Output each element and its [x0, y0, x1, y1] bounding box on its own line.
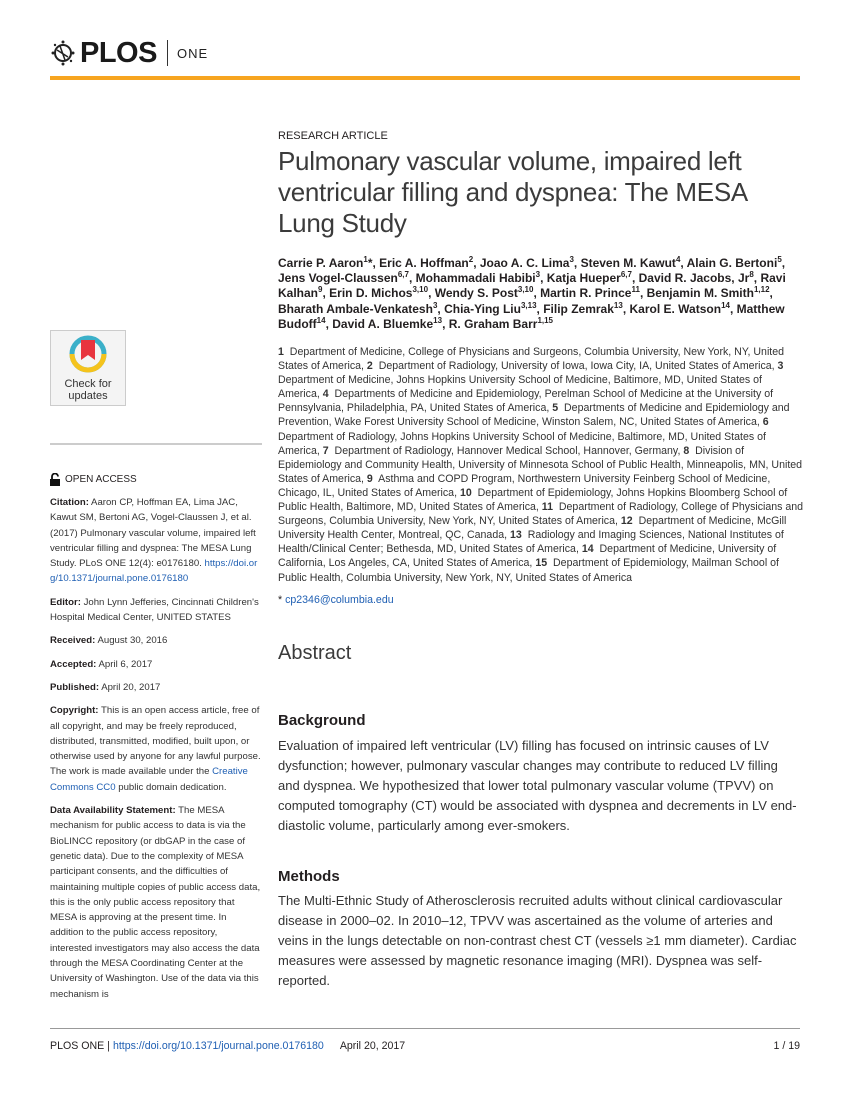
affiliation-text: Division of Epidemiology and Community Health, University of Minnesota School of Public Health, Minneapolis, MN, United States of America,: [278, 444, 803, 485]
affiliation-text: Departments of Medicine and Epidemiology, Perelman School of Medicine at the University of Pennsylvania, Philadelphia, PA, United States of America,: [278, 388, 774, 415]
affiliation-text: Department of Medicine, University of California, Los Angeles, CA, United States of America,: [278, 543, 777, 570]
logo-divider: [167, 40, 168, 66]
background-text: Evaluation of impaired left ventricular (LV) filling has focused on intrinsic causes of LV dysfunction; however, pulmonary vascular changes may contribute to reduced LV filling and dyspnea. We hypothesized that lower total pulmonary vascular volume (TPVV) on computed tomography (CT) would be associated with dyspnea and decrements in LV end-diastolic volume, particularly among ever-smokers.: [278, 738, 797, 833]
author-name: Steven M. Kawut: [580, 256, 676, 270]
author-name: Matthew Budoff: [278, 301, 785, 331]
affiliation-text: Department of Radiology, Johns Hopkins University School of Medicine, Baltimore, MD, United States of America,: [278, 430, 766, 457]
author-name: Benjamin M. Smith: [646, 286, 754, 301]
affiliation-number: 15: [535, 557, 548, 570]
author-name: Eric A. Hoffman: [379, 256, 469, 270]
affiliation-number: 11: [541, 501, 553, 514]
badge-line-1: Check for: [64, 378, 112, 390]
author-affiliation-ref: 1,15: [537, 315, 554, 325]
author-affiliation-ref: 8: [749, 270, 754, 280]
affiliation-text: Department of Epidemiology, Johns Hopkins Bloomberg School of Public Health, Baltimore, MD, United States of America,: [278, 486, 788, 514]
author: [329, 286, 428, 300]
affiliation-number: 12: [620, 515, 633, 528]
footer-divider: [50, 1028, 800, 1029]
copyright-text-end: public domain dedication.: [118, 781, 227, 793]
affiliation-number: 4: [322, 388, 329, 401]
author-name: Joao A. C. Lima: [479, 256, 570, 270]
author-name: Erin D. Michos: [329, 286, 413, 301]
copyright: [50, 703, 262, 795]
author-name: Bharath Ambale-Venkatesh: [278, 301, 433, 316]
cc0-link[interactable]: Creative Commons CC0: [50, 766, 248, 793]
accepted-date: April 6, 2017: [98, 658, 153, 670]
author-affiliation-ref: 9: [318, 285, 323, 295]
page-footer: [50, 1040, 800, 1052]
author-affiliation-ref: 3,13: [520, 300, 537, 310]
affiliation-number: 14: [581, 543, 594, 556]
author-affiliation-ref: 2: [468, 255, 474, 264]
author: [629, 302, 729, 316]
affiliation-number: 1: [278, 346, 284, 358]
author-name: Wendy S. Post: [434, 286, 518, 301]
corresponding-author-mark: *: [367, 256, 373, 270]
received: [50, 633, 262, 648]
author: [278, 256, 373, 270]
author-affiliation-ref: 11: [631, 285, 640, 295]
author: [416, 271, 540, 285]
received-date: August 30, 2016: [97, 635, 168, 647]
header-accent-bar: [50, 76, 800, 80]
author-affiliation-ref: 3: [535, 270, 541, 280]
affiliation-number: 2: [366, 360, 373, 373]
email-link[interactable]: cp2346@columbia.edu: [285, 594, 394, 606]
author-name: Chia-Ying Liu: [444, 301, 521, 316]
author: [639, 271, 754, 285]
copyright-label: Copyright:: [50, 705, 99, 717]
author-name: Filip Zemrak: [543, 301, 614, 316]
check-for-updates-badge[interactable]: [50, 330, 126, 406]
author-affiliation-ref: 6,7: [620, 270, 632, 280]
author: [379, 256, 473, 270]
author-name: Jens Vogel-Claussen: [278, 271, 398, 286]
methods-heading: Methods: [278, 868, 340, 885]
citation-label: Citation:: [50, 497, 89, 508]
accepted-label: Accepted:: [50, 658, 97, 670]
article-title: Pulmonary vascular volume, impaired left ventricular filling and dyspnea: The MESA Lung Study: [278, 146, 747, 238]
affiliation-number: 9: [366, 472, 373, 485]
affiliation-text: Department of Radiology, University of Iowa, Iowa City, IA, United States of America,: [378, 360, 775, 373]
author-list: Carrie P. Aaron$^1$*, Eric A. Hoffman$^2$, Joao A. C. Lima$^3$, Steven M. Kawut$^4$, Alain G. Bertoni$^5$, Jens Vogel-Claussen$^{6,7}$, Mohammadali Habibi$^3$, Katja Hueper$^{6,7}$, David R. Jacobs, Jr$^8$, Ravi Kalhan$^9$, Erin D. Michos$^{3,10}$, Wendy S. Post$^{3,10}$, Martin R. Prince$^{11}$, Benjamin M. Smith$^{1,12}$, Bharath Ambale-Venkatesh$^3$, Chia-Ying Liu$^{3,13}$, Filip Zemrak$^{13}$, Karol E. Watson$^{14}$, Matthew Budoff$^{14}$, David A. Bluemke$^{13}$, R. Graham Barr$^{1,15}$: [278, 255, 786, 331]
open-access-text: OPEN ACCESS: [65, 474, 137, 485]
author-name: Karol E. Watson: [629, 301, 722, 316]
author-name: Carrie P. Aaron: [278, 256, 364, 270]
background-heading: Background: [278, 712, 366, 729]
author: [444, 302, 536, 316]
citation: [50, 495, 262, 587]
author-name: R. Graham Barr: [448, 316, 538, 331]
affiliation-text: Department of Medicine, Johns Hopkins University School of Medicine, Baltimore, MD, United States of America,: [278, 374, 762, 401]
author: [332, 317, 442, 331]
author-name: Alain G. Bertoni: [686, 256, 778, 270]
affiliation-number: 6: [762, 416, 769, 429]
affiliation-text: Radiology and Imaging Sciences, National Institutes of Health/Clinical Center; Bethesda, MD, United States of America,: [278, 529, 784, 556]
author: [547, 271, 632, 285]
open-access-label: [50, 473, 137, 486]
plos-one-logo: [50, 36, 208, 70]
citation-doi-link[interactable]: https://doi.org/10.1371/journal.pone.0176180: [50, 558, 258, 585]
author-affiliation-ref: 5: [777, 255, 782, 264]
footer-journal: PLOS ONE: [50, 1040, 105, 1052]
author: [543, 302, 623, 316]
footer-doi-link[interactable]: https://doi.org/10.1371/journal.pone.0176180: [112, 1040, 324, 1052]
author-name: David A. Bluemke: [332, 316, 434, 331]
affiliation-number: 7: [322, 444, 329, 457]
author-name: Mohammadali Habibi: [415, 271, 536, 286]
affiliation-text: Department of Medicine, College of Physicians and Surgeons, Columbia University, New York, NY, United States of America,: [278, 346, 785, 373]
author: [581, 256, 681, 270]
page-number: 1 / 19: [773, 1040, 800, 1052]
author: [278, 302, 437, 316]
badge-line-2: updates: [68, 390, 108, 402]
author-affiliation-ref: 13: [613, 300, 623, 310]
affiliation-text: Department of Epidemiology, Mailman School of Public Health, Columbia University, New York, NY, United States of America: [278, 557, 779, 584]
article-info-sidebar: [50, 495, 262, 1002]
author-affiliation-ref: 1: [363, 255, 368, 264]
author-affiliation-ref: 14: [316, 315, 326, 325]
author-name: David R. Jacobs, Jr: [638, 271, 750, 286]
affiliation-number: 5: [552, 402, 559, 415]
footer-date: April 20, 2017: [339, 1040, 406, 1052]
affiliation-text: Department of Radiology, College of Physicians and Surgeons, Columbia University, New York, NY, United States of America,: [278, 501, 804, 528]
footer-separator: |: [107, 1040, 110, 1052]
published-label: Published:: [50, 681, 100, 693]
data-availability-label: Data Availability Statement:: [50, 805, 176, 817]
affiliation-number: 10: [459, 486, 472, 499]
methods-text: The Multi-Ethnic Study of Atherosclerosis recruited adults without clinical cardiovascular disease in 2000–02. In 2010–12, TPVV was ascertained as the volume of arteries and veins in the lungs detectable on non-contrast chest CT (vessels ≥1 mm diameter). Cardiac measures were assessed by magnetic resonance imaging (MRI). Dyspnea was self-reported.: [278, 893, 797, 988]
received-label: Received:: [50, 635, 96, 647]
author: [435, 286, 534, 300]
author-affiliation-ref: 4: [675, 255, 681, 264]
affiliation-text: Departments of Medicine and Epidemiology and Prevention, Wake Forest University School of Medicine, Winston Salem, NC, United States of America,: [278, 402, 790, 429]
author: [687, 256, 782, 270]
sidebar-divider: [50, 443, 262, 445]
data-availability-text: The MESA mechanism for public access to data is via the BioLINCC repository (or dbGAP in the case of genetic data). Due to the complexity of MESA participant consents, and the difficulties of maintaining multiple copies of public access data, this is the only public access repository that MESA is approving at the present time. In addition to the public access repository, interested investigators may also access the data through the MESA Coordinating Center at the University of Washington. Use of the data via this mechanism is: [50, 805, 261, 1000]
author-affiliation-ref: 14: [721, 300, 730, 310]
editor-text: John Lynn Jefferies, Cincinnati Children's Hospital Medical Center, UNITED STATES: [50, 596, 259, 624]
affiliation-number: 8: [683, 444, 690, 457]
plos-globe-icon: [50, 40, 76, 66]
author-affiliation-ref: 6,7: [397, 270, 409, 280]
author-name: Martin R. Prince: [540, 286, 632, 301]
corresponding-mark: *: [278, 594, 283, 606]
crossmark-icon: [68, 334, 108, 374]
author-name: Katja Hueper: [546, 271, 621, 286]
author: [540, 286, 640, 300]
open-lock-icon: [50, 473, 61, 486]
affiliation-list: [278, 345, 806, 585]
abstract-heading: Abstract: [278, 642, 352, 664]
author: [278, 271, 409, 285]
data-availability: [50, 803, 262, 1002]
article-type: RESEARCH ARTICLE: [278, 130, 388, 142]
author-affiliation-ref: 3,10: [412, 285, 429, 295]
author-affiliation-ref: 13: [433, 315, 443, 325]
corresponding-email: [278, 594, 394, 606]
affiliation-text: Asthma and COPD Program, Northwestern University Feinberg School of Medicine, Chicago, IL, United States of America,: [278, 472, 771, 499]
author-name: Ravi Kalhan: [278, 271, 786, 301]
affiliation-text: Department of Radiology, Hannover Medical School, Hannover, Germany,: [334, 444, 681, 457]
published: [50, 680, 262, 695]
affiliation-number: 3: [777, 360, 784, 373]
author-affiliation-ref: 3,10: [517, 285, 534, 295]
affiliation: [323, 445, 681, 457]
affiliation-number: 13: [510, 529, 522, 542]
author: [480, 256, 574, 270]
author-affiliation-ref: 3: [432, 300, 438, 310]
accepted: [50, 657, 262, 672]
author: [449, 317, 553, 331]
editor: [50, 595, 262, 626]
author-affiliation-ref: 1,12: [753, 285, 770, 295]
affiliation: [367, 360, 775, 372]
published-date: April 20, 2017: [101, 681, 161, 693]
citation-text: Aaron CP, Hoffman EA, Lima JAC, Kawut SM, Bertoni AG, Vogel-Claussen J, et al. (2017) Pulmonary vascular volume, impaired left ventricular filling and dyspnea: The MESA Lung Study. PLoS ONE 12(4): e0176180.: [50, 497, 256, 570]
affiliation-text: Department of Medicine, McGill University Health Center, Montreal, QC, Canada,: [278, 515, 787, 542]
editor-label: Editor:: [50, 596, 81, 608]
journal-name: ONE: [176, 45, 209, 61]
brand-name: PLOS: [80, 36, 157, 69]
author-affiliation-ref: 3: [569, 255, 574, 264]
author: [647, 286, 770, 300]
copyright-text: This is an open access article, free of all copyright, and may be freely reproduced, distributed, transmitted, modified, built upon, or otherwise used by anyone for any lawful purpose. The work is made available under the: [50, 705, 261, 778]
